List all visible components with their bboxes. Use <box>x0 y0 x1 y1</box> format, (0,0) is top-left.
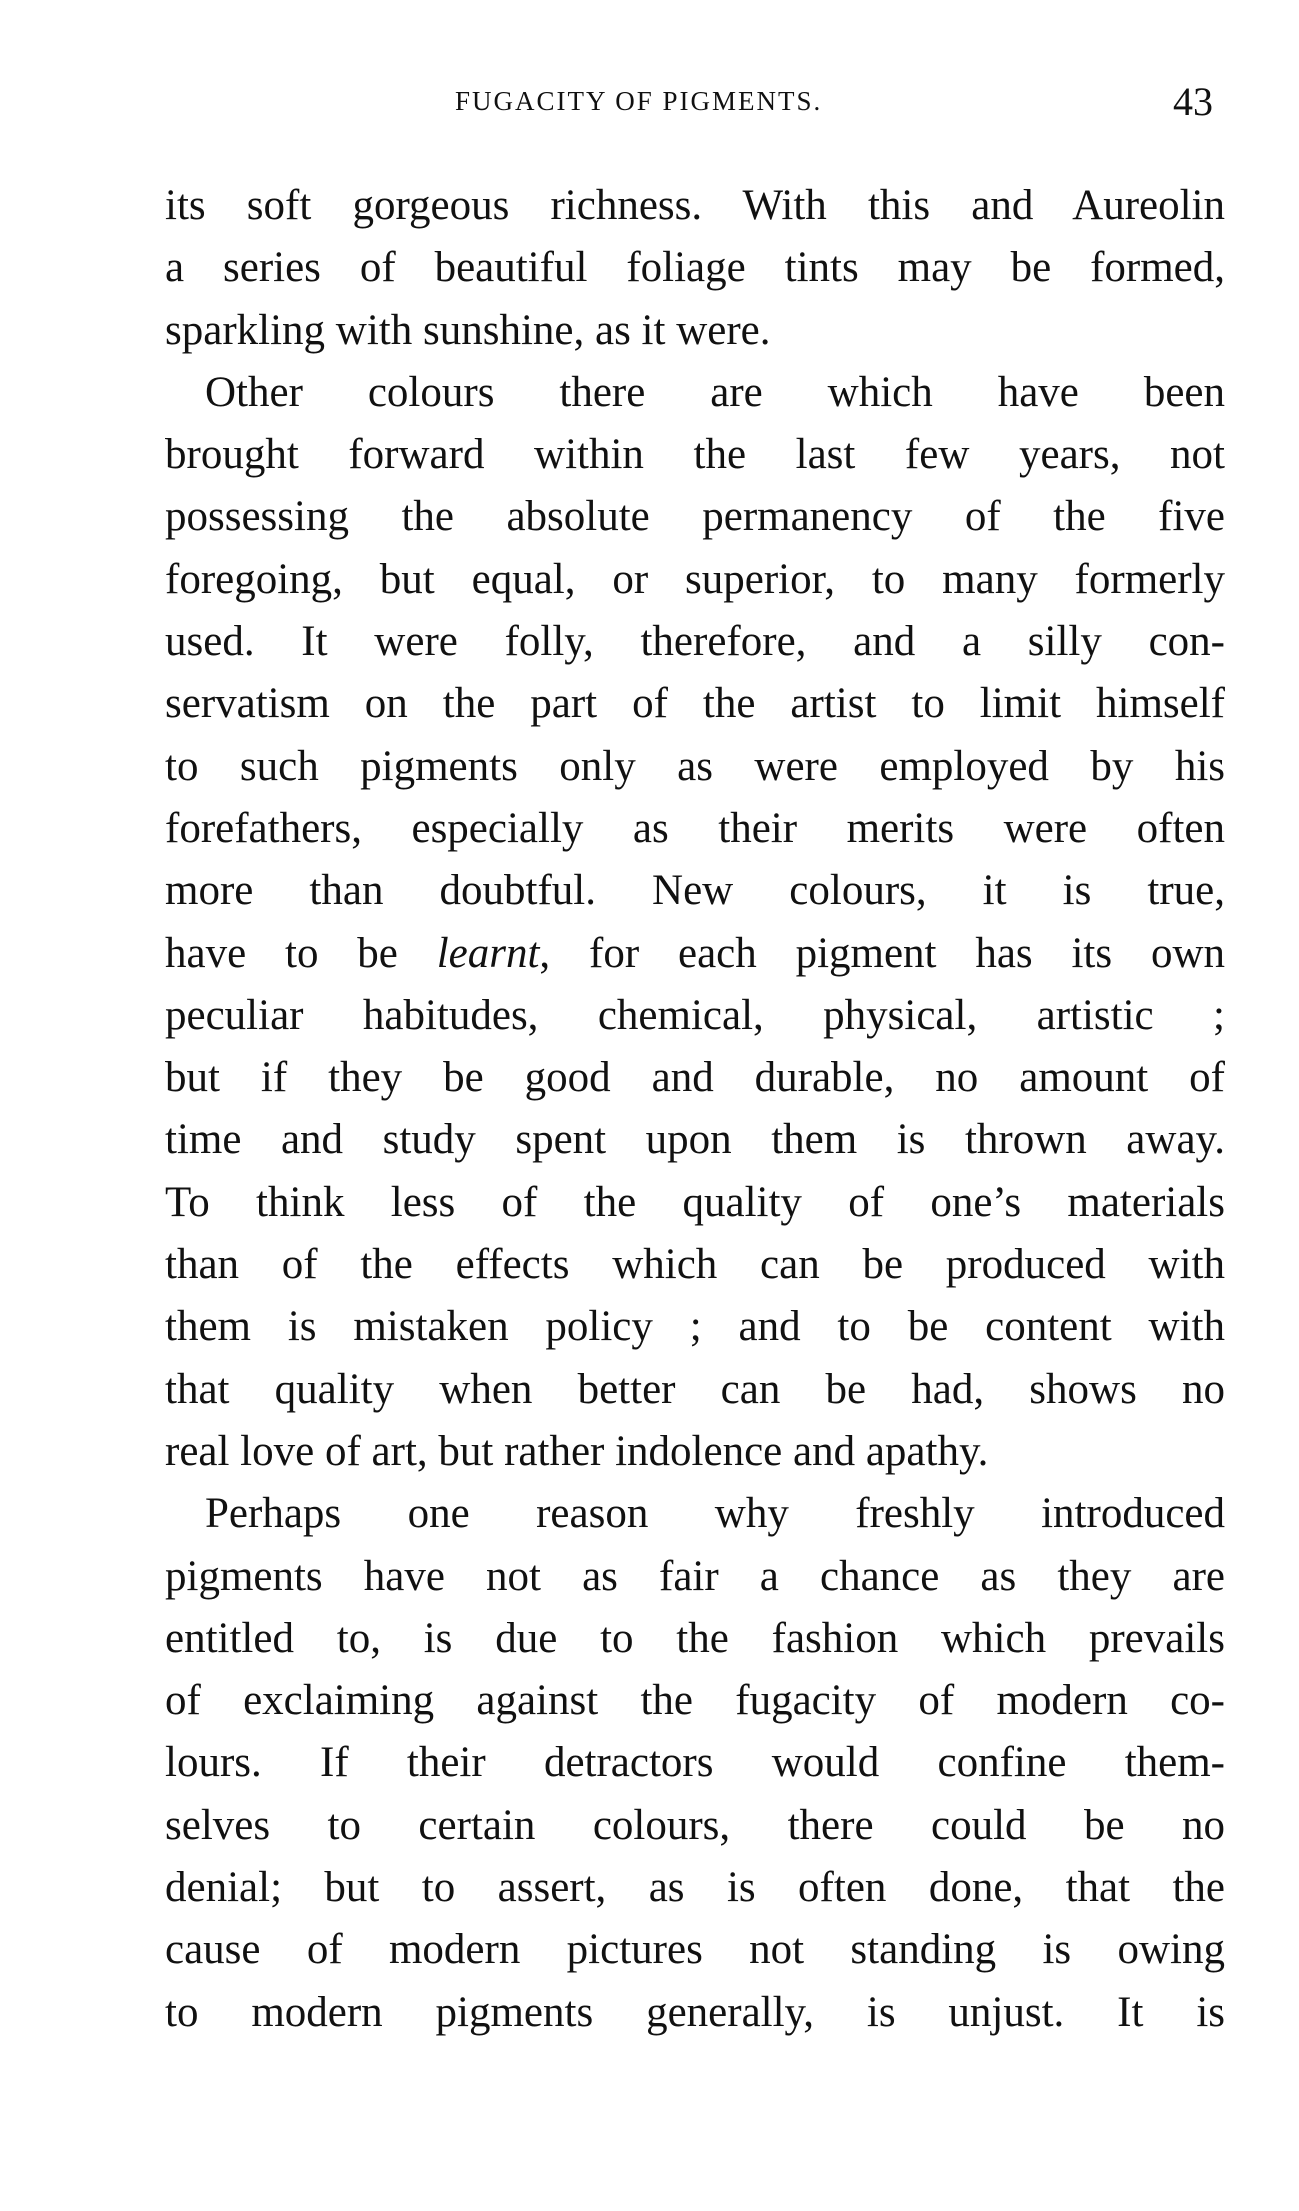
text-line: a series of beautiful foliage tints may be formed, <box>165 244 1225 292</box>
text-line: possessing the absolute permanency of the five <box>165 493 1225 541</box>
text-line: cause of modern pictures not standing is owing <box>165 1926 1225 1974</box>
text-line: To think less of the quality of one’s materials <box>165 1178 1225 1226</box>
text-line: peculiar habitudes, chemical, physical, artistic ; <box>165 991 1225 1039</box>
running-title: FUGACITY OF PIGMENTS. <box>455 86 823 116</box>
text-line: pigments have not as fair a chance as they are <box>165 1552 1225 1600</box>
text-line: denial; but to assert, as is often done, that the <box>165 1864 1225 1912</box>
paragraph <box>165 1483 1225 2044</box>
text-segment: , for each pigment has its own <box>539 929 1225 977</box>
text-line: but if they be good and durable, no amount of <box>165 1054 1225 1102</box>
text-line: them is mistaken policy ; and to be content with <box>165 1303 1225 1351</box>
text-line: servatism on the part of the artist to limit himself <box>165 680 1225 728</box>
text-line: to modern pigments generally, is unjust. It is <box>165 1988 1225 2036</box>
text-line: entitled to, is due to the fashion which prevails <box>165 1614 1225 1662</box>
text-line: than of the effects which can be produced with <box>165 1241 1225 1289</box>
body-text <box>165 175 1225 2044</box>
text-line: of exclaiming against the fugacity of modern co- <box>165 1677 1225 1725</box>
paragraph <box>165 362 1225 1483</box>
text-line: lours. If their detractors would confine them- <box>165 1739 1225 1787</box>
running-head <box>455 78 1225 128</box>
text-line: sparkling with sunshine, as it were. <box>165 306 771 354</box>
text-line: foregoing, but equal, or superior, to many formerly <box>165 555 1225 603</box>
text-line: Other colours there are which have been <box>205 368 1225 416</box>
text-line: that quality when better can be had, shows no <box>165 1365 1225 1413</box>
text-line: more than doubtful. New colours, it is true, <box>165 867 1225 915</box>
text-segment: have to be <box>165 929 437 977</box>
text-line: brought forward within the last few years, not <box>165 431 1225 479</box>
text-line: used. It were folly, therefore, and a silly con- <box>165 618 1225 666</box>
text-line: forefathers, especially as their merits were often <box>165 804 1225 852</box>
text-line: to such pigments only as were employed by his <box>165 742 1225 790</box>
text-line-with-emphasis <box>165 923 1225 985</box>
text-line: time and study spent upon them is thrown away. <box>165 1116 1225 1164</box>
emphasized-word: learnt <box>436 929 540 977</box>
text-line: its soft gorgeous richness. With this and Aureolin <box>165 182 1225 229</box>
page-number: 43 <box>1173 79 1213 124</box>
text-line: real love of art, but rather indolence and apathy. <box>165 1427 989 1475</box>
text-line: Perhaps one reason why freshly introduced <box>205 1490 1225 1538</box>
text-line: selves to certain colours, there could be no <box>165 1801 1225 1849</box>
paragraph <box>165 175 1225 362</box>
